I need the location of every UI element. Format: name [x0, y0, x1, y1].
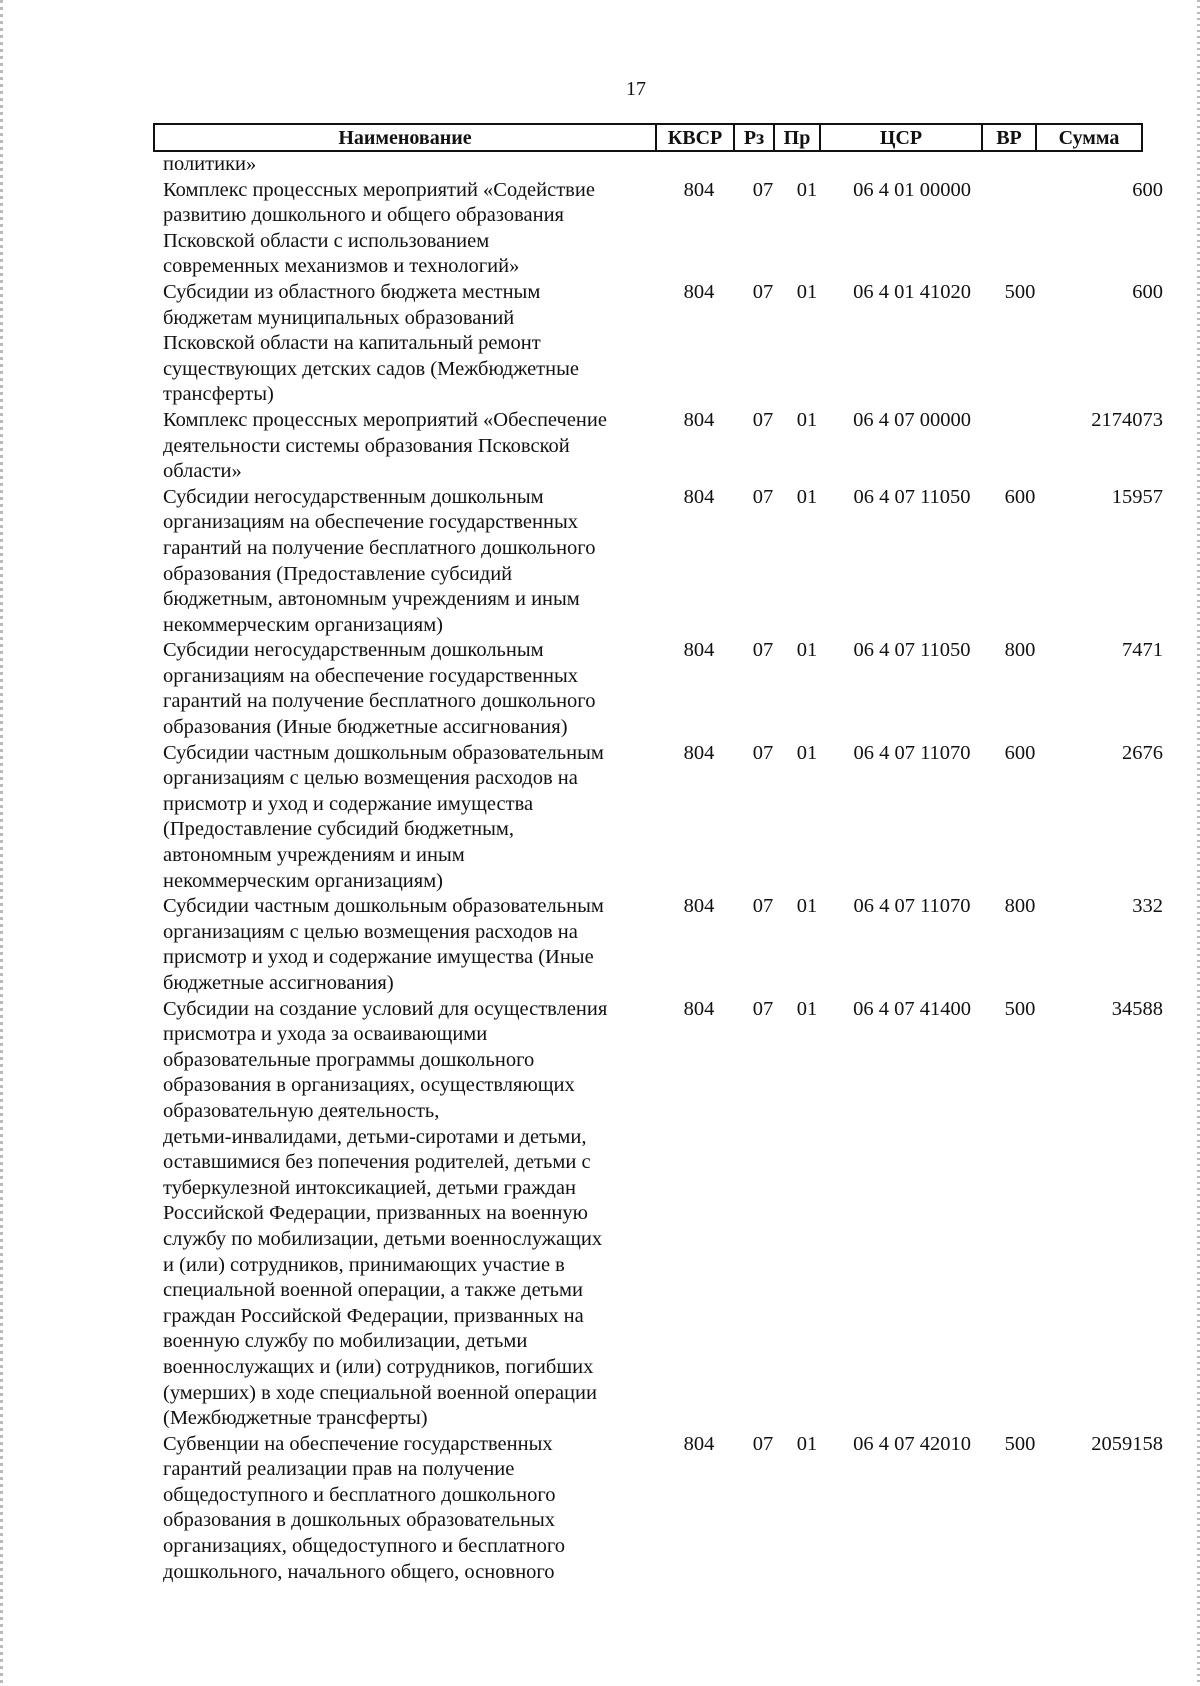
name-line: Комплекс процессных мероприятий «Обеспечение	[163, 408, 607, 431]
name-line: Российской Федерации, призванных на военную	[163, 1202, 588, 1225]
name-line: общедоступного и бесплатного дошкольного	[163, 1483, 556, 1506]
name-line: бюджетным, автономным учреждениям и иным	[163, 588, 580, 611]
table-row	[153, 178, 1175, 280]
cell-pr: 01	[796, 997, 818, 1020]
cell-vr: 500	[1004, 1432, 1036, 1455]
cell-sum: 34588	[1111, 997, 1163, 1020]
name-line: (Предоставление субсидий бюджетным,	[163, 818, 514, 841]
header-vr: ВР	[982, 124, 1036, 151]
name-line: службу по мобилизации, детьми военнослужащих	[163, 1227, 603, 1250]
cell-name	[153, 894, 653, 996]
table-row	[153, 152, 1175, 178]
name-line: политики»	[163, 153, 257, 175]
name-line: образования в организациях, осуществляющих	[163, 1074, 575, 1097]
header-csr: ЦСР	[820, 124, 982, 151]
cell-pr: 01	[796, 1432, 818, 1455]
name-line: оставшимися без попечения родителей, детьми с	[163, 1151, 591, 1174]
table-row	[153, 997, 1175, 1432]
table-row	[153, 280, 1175, 408]
name-line: Субсидии на создание условий для осуществления	[163, 997, 608, 1020]
table-row	[153, 485, 1175, 639]
cell-pr: 01	[796, 485, 818, 508]
cell-rz: 07	[752, 408, 774, 431]
cell-pr	[785, 152, 829, 178]
cell-name	[153, 485, 653, 639]
cell-sum: 2059158	[1091, 1432, 1163, 1455]
name-line: области»	[163, 460, 242, 483]
cell-sum: 7471	[1122, 639, 1163, 662]
table-row	[153, 894, 1175, 996]
table-header	[153, 123, 1143, 152]
cell-kvsr: 804	[683, 997, 715, 1020]
name-line: военнослужащих и (или) сотрудников, погибших	[163, 1355, 594, 1378]
name-line: Субсидии негосударственным дошкольным	[163, 485, 544, 508]
name-line: Субвенции на обеспечение государственных	[163, 1432, 553, 1455]
name-line: присмотр и уход и содержание имущества (Иные	[163, 946, 594, 969]
name-line: развитию дошкольного и общего образования	[163, 204, 564, 227]
cell-name	[153, 280, 653, 408]
name-line: туберкулезной интоксикацией, детьми граждан	[163, 1176, 576, 1199]
budget-table	[153, 152, 1175, 1585]
name-line: граждан Российской Федерации, призванных на	[163, 1304, 584, 1327]
name-line: бюджетам муниципальных образований	[163, 306, 515, 329]
cell-rz: 07	[752, 485, 774, 508]
table-row	[153, 638, 1175, 740]
cell-sum: 600	[1132, 178, 1163, 201]
header-pr: Пр	[774, 124, 820, 151]
name-line: организациям на обеспечение государственных	[163, 664, 578, 687]
table-row	[153, 741, 1175, 895]
name-line: дошкольного, начального общего, основного	[163, 1560, 555, 1583]
cell-sum	[1043, 152, 1175, 178]
cell-vr	[987, 152, 1043, 178]
cell-kvsr: 804	[683, 1432, 715, 1455]
name-line: (Межбюджетные трансферты)	[163, 1407, 428, 1430]
cell-vr: 600	[1004, 741, 1036, 764]
cell-name	[153, 997, 653, 1432]
cell-csr: 06 4 07 42010	[853, 1432, 971, 1455]
name-line: Псковской области с использованием	[163, 229, 490, 252]
cell-vr	[987, 178, 1043, 280]
cell-vr: 500	[1004, 280, 1036, 303]
cell-kvsr	[653, 152, 729, 178]
name-line: бюджетные ассигнования)	[163, 972, 394, 994]
cell-kvsr: 804	[683, 280, 715, 303]
header-kvsr: КВСР	[656, 124, 734, 151]
name-line: образования (Предоставление субсидий	[163, 562, 513, 585]
name-line: современных механизмов и технологий»	[163, 255, 520, 278]
cell-sum: 600	[1132, 280, 1163, 303]
cell-pr: 01	[796, 408, 818, 431]
name-line: специальной военной операции, а также детьми	[163, 1279, 583, 1302]
cell-name	[153, 1432, 653, 1586]
cell-name	[153, 152, 653, 178]
cell-kvsr: 804	[683, 408, 715, 431]
name-line: существующих детских садов (Межбюджетные	[163, 357, 579, 380]
name-line: и (или) сотрудников, принимающих участие в	[163, 1253, 565, 1276]
cell-kvsr: 804	[683, 485, 715, 508]
name-line: детьми-инвалидами, детьми-сиротами и детьми,	[163, 1125, 587, 1148]
cell-vr	[987, 408, 1043, 485]
name-line: трансферты)	[163, 383, 274, 406]
cell-name	[153, 408, 653, 485]
cell-csr: 06 4 07 41400	[853, 997, 971, 1020]
cell-name	[153, 741, 653, 895]
name-line: присмотр и уход и содержание имущества	[163, 792, 534, 815]
cell-kvsr: 804	[683, 741, 715, 764]
name-line: образовательные программы дошкольного	[163, 1048, 535, 1071]
name-line: образования (Иные бюджетные ассигнования)	[163, 716, 568, 739]
name-line: некоммерческим организациям)	[163, 613, 443, 636]
name-line: некоммерческим организациям)	[163, 869, 443, 892]
cell-csr: 06 4 01 41020	[853, 280, 971, 303]
header-name: Наименование	[154, 124, 656, 151]
cell-vr: 500	[1004, 997, 1036, 1020]
cell-pr: 01	[796, 280, 818, 303]
name-line: Субсидии негосударственным дошкольным	[163, 639, 544, 662]
cell-sum: 332	[1132, 895, 1163, 918]
scan-edge-left	[0, 0, 3, 1686]
name-line: гарантий на получение бесплатного дошкольного	[163, 536, 596, 559]
cell-sum: 2676	[1122, 741, 1163, 764]
name-line: гарантий реализации прав на получение	[163, 1458, 515, 1481]
name-line: деятельности системы образования Псковской	[163, 434, 570, 457]
name-line: Псковской области на капитальный ремонт	[163, 332, 541, 355]
name-line: Субсидии из областного бюджета местным	[163, 280, 541, 303]
cell-csr	[829, 152, 987, 178]
cell-csr: 06 4 07 11070	[853, 895, 971, 918]
cell-vr: 800	[1004, 895, 1036, 918]
cell-rz: 07	[752, 895, 774, 918]
cell-rz: 07	[752, 639, 774, 662]
cell-rz: 07	[752, 997, 774, 1020]
name-line: образовательную деятельность,	[163, 1099, 440, 1122]
cell-pr: 01	[796, 741, 818, 764]
cell-name	[153, 178, 653, 280]
budget-table-body	[153, 152, 1175, 1585]
header-rz: Рз	[734, 124, 774, 151]
name-line: Субсидии частным дошкольным образовательным	[163, 741, 604, 764]
cell-rz: 07	[752, 741, 774, 764]
cell-rz: 07	[752, 178, 774, 201]
name-line: автономным учреждениям и иным	[163, 844, 465, 867]
name-line: присмотра и ухода за осваивающими	[163, 1023, 488, 1046]
cell-rz	[729, 152, 785, 178]
header-row	[154, 124, 1142, 151]
name-line: Комплекс процессных мероприятий «Содействие	[163, 178, 595, 201]
cell-name	[153, 638, 653, 740]
cell-csr: 06 4 07 11070	[853, 741, 971, 764]
cell-kvsr: 804	[683, 895, 715, 918]
cell-kvsr: 804	[683, 178, 715, 201]
name-line: организациях, общедоступного и бесплатного	[163, 1535, 566, 1558]
cell-rz: 07	[752, 1432, 774, 1455]
cell-vr: 600	[1004, 485, 1036, 508]
cell-csr: 06 4 07 00000	[853, 408, 971, 431]
name-line: организациям с целью возмещения расходов на	[163, 920, 578, 943]
name-line: гарантий на получение бесплатного дошкольного	[163, 690, 596, 713]
header-sum: Сумма	[1036, 124, 1142, 151]
name-line: военную службу по мобилизации, детьми	[163, 1330, 528, 1353]
cell-sum: 2174073	[1091, 408, 1163, 431]
cell-pr: 01	[796, 895, 818, 918]
name-line: Субсидии частным дошкольным образовательным	[163, 895, 604, 918]
name-line: организациям с целью возмещения расходов на	[163, 767, 578, 790]
page-number: 17	[626, 78, 646, 100]
cell-vr: 800	[1004, 639, 1036, 662]
table-row	[153, 408, 1175, 485]
cell-csr: 06 4 07 11050	[853, 639, 971, 662]
name-line: (умерших) в ходе специальной военной операции	[163, 1381, 597, 1404]
cell-csr: 06 4 07 11050	[853, 485, 971, 508]
cell-sum: 15957	[1111, 485, 1163, 508]
cell-rz: 07	[752, 280, 774, 303]
cell-pr: 01	[796, 178, 818, 201]
name-line: образования в дошкольных образовательных	[163, 1509, 555, 1532]
name-line: организациям на обеспечение государственных	[163, 511, 578, 534]
cell-csr: 06 4 01 00000	[853, 178, 971, 201]
table-row	[153, 1432, 1175, 1586]
cell-pr: 01	[796, 639, 818, 662]
cell-kvsr: 804	[683, 639, 715, 662]
